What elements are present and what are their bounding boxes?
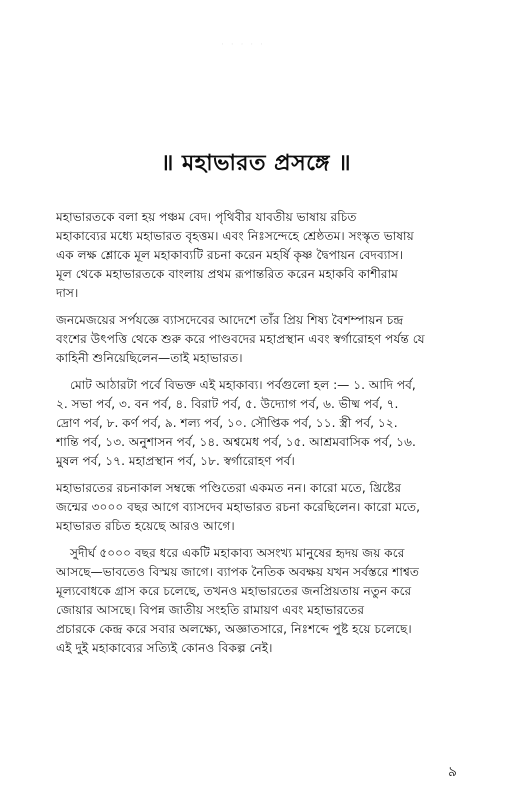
paragraph-janamejaya: [56, 311, 464, 368]
text-line: আসছে—ভাবতেও বিস্ময় জাগে। ব্যাপক নৈতিক অবক্ষয় যখন সর্বস্তরে শাশ্বত: [56, 565, 420, 579]
text-line: শান্তি পর্ব, ১৩. অনুশাসন পর্ব, ১৪. অশ্বমেধ পর্ব, ১৫. আশ্রমবাসিক পর্ব, ১৬.: [56, 435, 416, 449]
body-text: [56, 208, 464, 666]
text-line: মুষল পর্ব, ১৭. মহাপ্রস্থান পর্ব, ১৮. স্বর্গারোহণ পর্ব।: [56, 454, 295, 468]
text-line: মহাভারতের রচনাকাল সম্বন্ধে পণ্ডিতেরা একমত নন। কারো মতে, খ্রিষ্টের: [56, 481, 402, 495]
text-line: এক লক্ষ শ্লোকে মূল মহাকাব্যটি রচনা করেন মহর্ষি কৃষ্ণ দ্বৈপায়ন বেদব্যাস।: [56, 248, 404, 262]
chapter-title: ॥ মহাভারত প্রসঙ্গে ॥: [160, 151, 352, 176]
text-line: মোট আঠারটা পর্বে বিভক্ত এই মহাকাব্য। পর্বগুলো হল :— ১. আদি পর্ব,: [70, 378, 416, 392]
text-line: সুদীর্ঘ ৫০০০ বছর ধরে একটি মহাকাব্য অসংখ্য মানুষের হৃদয় জয় করে: [70, 546, 405, 560]
text-line: প্রচারকে কেন্দ্র করে সবার অলক্ষ্যে, অজ্ঞাতসারে, নিঃশব্দে পুষ্ট হয়ে চলেছে।: [56, 622, 412, 636]
page-number: ৯: [447, 764, 457, 780]
paragraph-intro: [56, 208, 464, 303]
paragraph-legacy: [56, 544, 464, 658]
text-line: বংশের উৎপত্তি থেকে শুরু করে পাণ্ডবদের মহাপ্রস্থান এবং স্বর্গারোহণ পর্যন্ত যে: [56, 332, 425, 346]
text-line: জনমেজয়ের সর্পযজ্ঞে ব্যাসদেবের আদেশে তাঁর প্রিয় শিষ্য বৈশম্পায়ন চন্দ্র: [56, 313, 404, 327]
text-line: কাহিনী শুনিয়েছিলেন—তাই মহাভারত।: [56, 351, 243, 365]
text-line: জোয়ার আসছে। বিপন্ন জাতীয় সংহতি রামায়ণ এবং মহাভারতের: [56, 603, 365, 617]
text-line: দাস।: [56, 286, 79, 300]
text-line: জন্মের ৩০০০ বছর আগে ব্যাসদেব মহাভারত রচনা করেছিলেন। কারো মতে,: [56, 500, 420, 514]
text-line: মহাভারতকে বলা হয় পঞ্চম বেদ। পৃথিবীর যাবতীয় ভাষায় রচিত: [56, 210, 357, 224]
text-line: মূল থেকে মহাভারতকে বাংলায় প্রথম রূপান্তরিত করেন মহাকবি কাশীরাম: [56, 267, 398, 281]
paragraph-composition-period: [56, 479, 464, 536]
text-line: মহাকাব্যের মধ্যে মহাভারত বৃহত্তম। এবং নিঃসন্দেহে শ্রেষ্ঠতম। সংস্কৃত ভাষায়: [56, 229, 414, 243]
text-line: মূল্যবোধকে গ্রাস করে চলেছে, তখনও মহাভারতের জনপ্রিয়তায় নতুন করে: [56, 584, 412, 598]
text-line: এই দুই মহাকাব্যের সত্যিই কোনও বিকল্প নেই।: [56, 641, 273, 655]
text-line: দ্রোণ পর্ব, ৮. কর্ণ পর্ব, ৯. শল্য পর্ব, ১০. সৌপ্তিক পর্ব, ১১. স্ত্রী পর্ব, ১২.: [56, 416, 398, 430]
faint-header-mark: · · · · ·: [221, 40, 265, 50]
text-line: ২. সভা পর্ব, ৩. বন পর্ব, ৪. বিরাট পর্ব, ৫. উদ্যোগ পর্ব, ৬. ভীষ্ম পর্ব, ৭.: [56, 397, 399, 411]
paragraph-parvas: [56, 376, 464, 471]
text-line: মহাভারত রচিত হয়েছে আরও আগে।: [56, 519, 235, 533]
